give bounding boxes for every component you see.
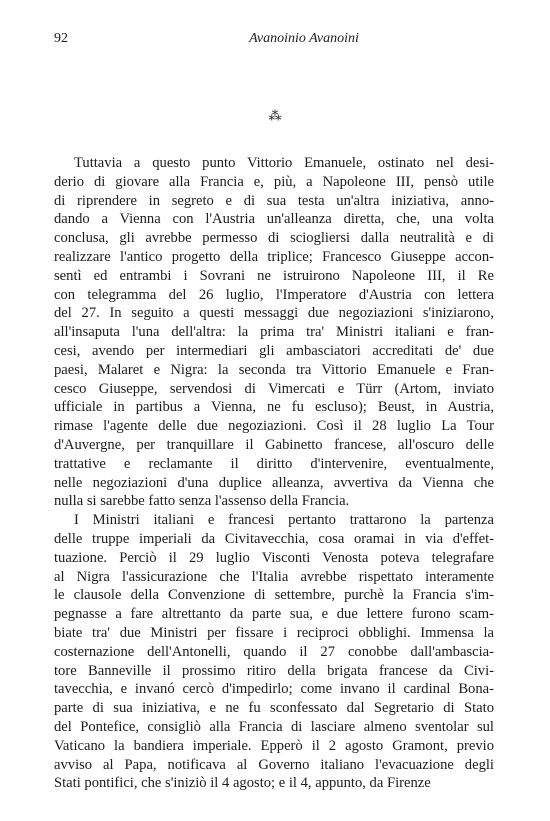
running-title: Avanoinio Avanoini xyxy=(249,31,359,46)
paragraph-1 xyxy=(54,154,494,511)
text-line: dando a Vienna con l'Austria un'alleanza diretta, che, una volta xyxy=(54,211,494,228)
paragraph-2 xyxy=(54,511,494,793)
text-line: d'Auvergne, per tranquillare il Gabinetto francese, all'oscuro delle xyxy=(54,436,494,453)
text-line: Stati pontifici, che s'iniziò il 4 agosto; e il 4, appunto, da Firenze xyxy=(54,775,431,792)
text-line: tore Banneville il prossimo ritiro della brigata francese da Civi- xyxy=(54,662,494,679)
body-text xyxy=(54,154,494,793)
page-number: 92 xyxy=(54,31,68,46)
text-line: sentì ed entrambi i Sovrani ne istruirono Napoleone III, il Re xyxy=(54,267,494,284)
text-line: parte di sua iniziativa, e ne fu sconfessato dal Segretario di Stato xyxy=(54,700,494,717)
text-line: cesco Giuseppe, servendosi di Vimercati e Türr (Artom, inviato xyxy=(54,380,494,397)
text-line: paesi, Malaret e Nigra: la seconda tra Vittorio Emanuele e Fran- xyxy=(54,361,494,378)
text-line: del 27. In seguito a questi messaggi due negoziazioni s'iniziarono, xyxy=(54,305,494,322)
text-line: trattative e reclamante il diritto d'intervenire, eventualmente, xyxy=(54,455,494,472)
text-line: Vaticano la bandiera imperiale. Epperò il 2 agosto Gramont, previo xyxy=(54,737,494,754)
text-line: I Ministri italiani e francesi pertanto trattarono la partenza xyxy=(74,512,494,529)
text-line: realizzare l'antico progetto della triplice; Francesco Giuseppe accon- xyxy=(54,248,494,265)
text-line: cesi, avendo per intermediari gli ambasciatori accreditati de' due xyxy=(54,342,494,359)
page-header xyxy=(54,31,494,51)
text-line: al Nigra l'assicurazione che l'Italia avrebbe rispettato interamente xyxy=(54,568,494,585)
text-line: derio di giovare alla Francia e, più, a Napoleone III, pensò utile xyxy=(54,173,494,190)
text-line: costernazione dell'Antonelli, quando il 27 conobbe dall'ambascia- xyxy=(54,643,494,660)
text-line: conclusa, gli avrebbe permesso di sciogliersi dalla neutralità e di xyxy=(54,230,494,247)
text-line: tavecchia, e invanó cercò d'impedirlo; come invano il cardinal Bona- xyxy=(54,681,494,698)
text-line: nulla si sarebbe fatto senza l'assenso della Francia. xyxy=(54,493,350,510)
text-line: all'insaputa l'una dell'altra: la prima tra' Ministri italiani e fran- xyxy=(54,324,494,341)
text-line: avviso al Papa, notificava al Governo italiano l'evacuazione degli xyxy=(54,756,494,773)
asterism-ornament: ⁂ xyxy=(268,109,282,124)
text-line: tuazione. Perciò il 29 luglio Visconti Venosta poteva telegrafare xyxy=(54,549,494,566)
text-line: biate tra' due Ministri per fissare i reciproci obblighi. Immensa la xyxy=(54,624,494,641)
text-line: delle truppe imperiali da Civitavecchia, cosa oramai in via d'effet- xyxy=(54,530,494,547)
text-line: pegnasse a fare altrettanto da parte sua, e due lettere furono scam- xyxy=(54,606,494,623)
text-line: Tuttavia a questo punto Vittorio Emanuele, ostinato nel desi- xyxy=(74,155,494,171)
text-line: ufficiale in partibus a Vienna, ne fu escluso); Beust, in Austria, xyxy=(54,399,494,416)
text-line: nelle negoziazioni d'una duplice alleanza, avvertiva da Vienna che xyxy=(54,474,494,491)
text-line: rimase l'agente delle due negoziazioni. Così il 28 luglio La Tour xyxy=(54,418,494,435)
text-line: di riprendere in segreto e di sua testa un'altra iniziativa, anno- xyxy=(54,192,494,209)
text-line: con telegramma del 26 luglio, l'Imperatore d'Austria con lettera xyxy=(54,286,494,303)
text-line: le clausole della Convenzione di settembre, purchè la Francia s'im- xyxy=(54,587,494,604)
text-line: del Pontefice, consigliò alla Francia di lasciare almeno sventolar sul xyxy=(54,718,494,735)
